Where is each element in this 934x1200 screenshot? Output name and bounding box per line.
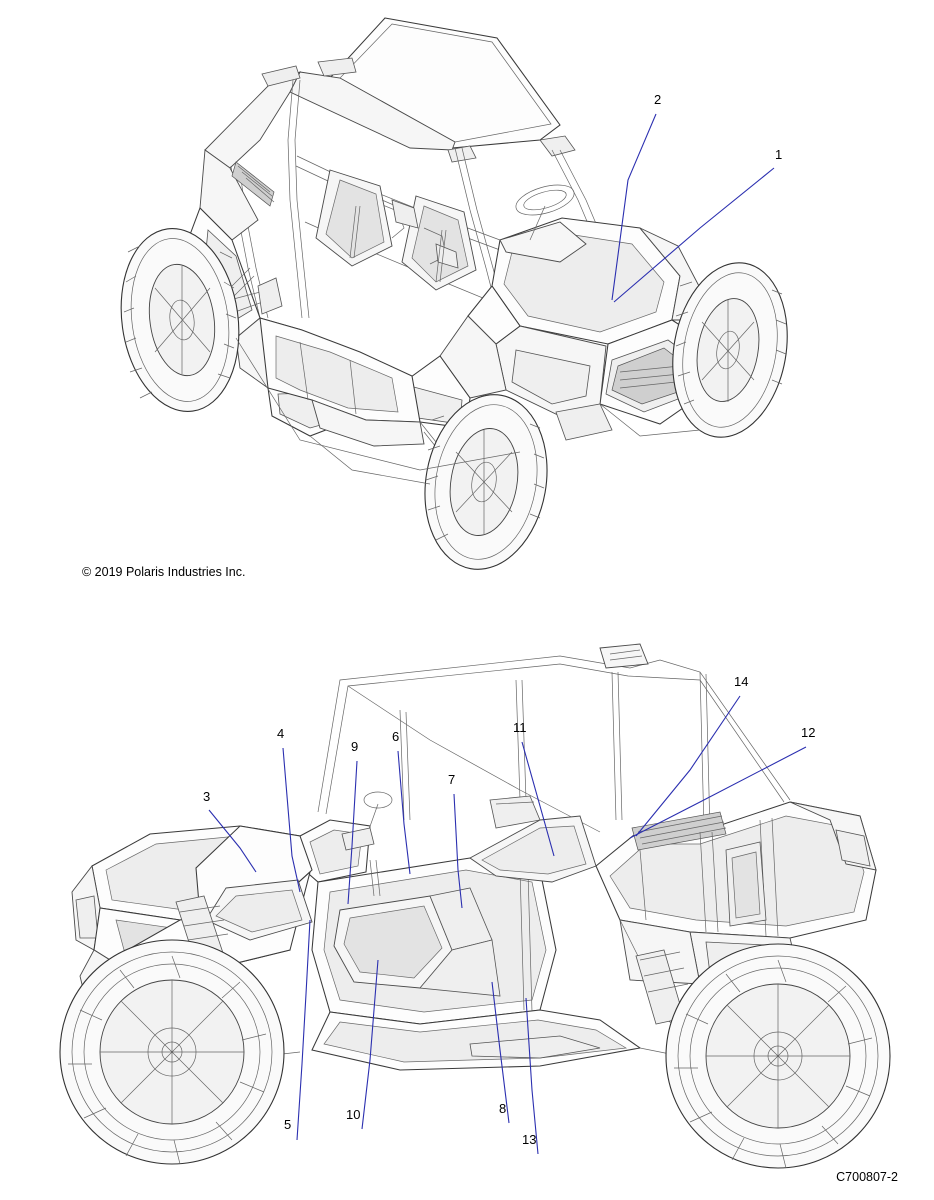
callout-7: 7 [448,772,456,787]
side-profile-view [0,620,934,1200]
callout-13: 13 [522,1132,537,1147]
callout-3: 3 [203,789,211,804]
callout-11: 11 [513,720,527,735]
callout-1: 1 [775,147,783,162]
callout-9: 9 [351,739,359,754]
copyright-notice: © 2019 Polaris Industries Inc. [82,565,246,579]
callout-2: 2 [654,92,662,107]
callout-6: 6 [392,729,400,744]
callout-5: 5 [284,1117,292,1132]
wheel-rear [666,944,890,1168]
callout-12: 12 [801,725,816,740]
vehicle-illustration-bottom [0,620,934,1200]
callout-4: 4 [277,726,285,741]
callout-14: 14 [734,674,749,689]
callout-10: 10 [346,1107,361,1122]
callout-8: 8 [499,1101,507,1116]
wheel-front [60,940,284,1164]
document-number: C700807-2 [836,1170,898,1184]
